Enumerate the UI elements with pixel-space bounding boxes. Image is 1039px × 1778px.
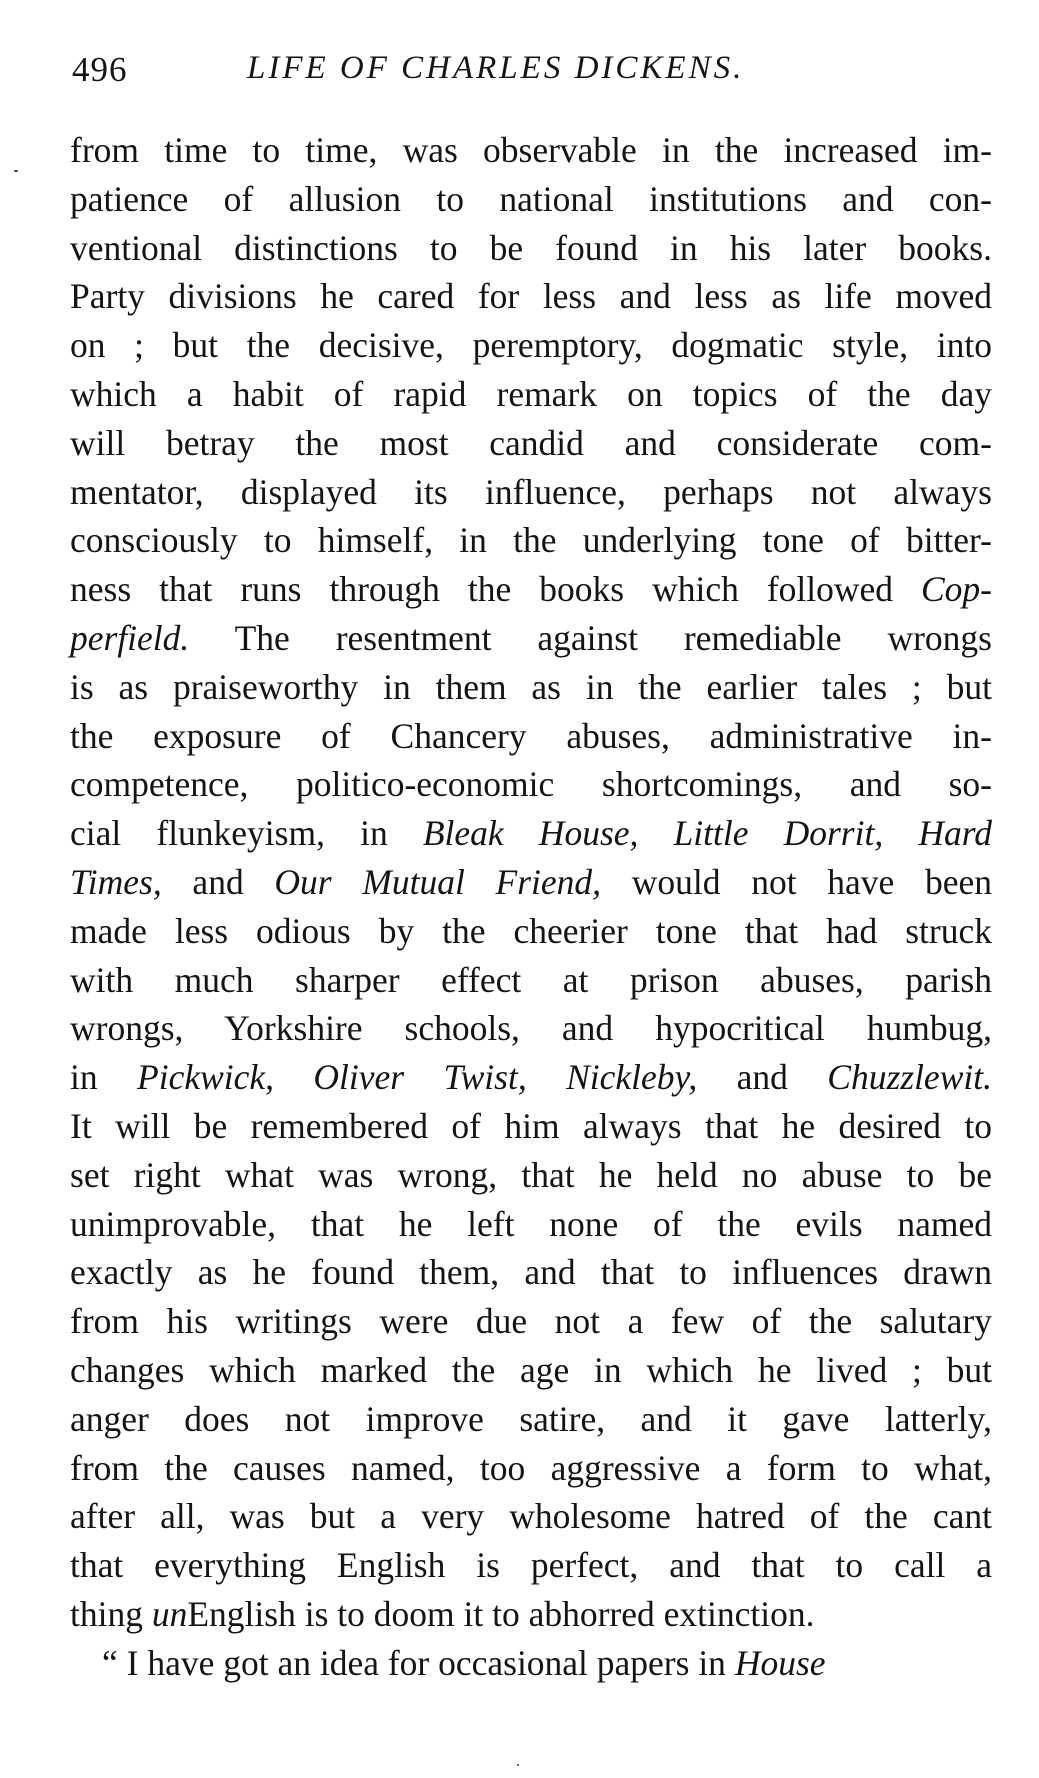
book-title: Cop- xyxy=(921,569,992,610)
text-line: Party divisions he cared for less and less as life moved xyxy=(70,276,992,317)
text-line: with much sharper effect at prison abuses, parish xyxy=(70,959,992,1000)
text-line: after all, was but a very wholesome hatred of the cant xyxy=(70,1496,992,1537)
text-line: mentator, displayed its influence, perhaps not always xyxy=(70,471,992,512)
text-line: is as praiseworthy in them as in the earlier tales ; but xyxy=(70,666,992,707)
text-line: ness that runs through the books which followed Cop- xyxy=(70,569,992,610)
text-line: patience of allusion to national institutions and con- xyxy=(70,178,992,219)
text-line: perfield. The resentment against remediable wrongs xyxy=(70,617,992,658)
page-number: 496 xyxy=(72,50,128,89)
text-line: on ; but the decisive, peremptory, dogmatic style, into xyxy=(70,325,992,366)
text-line: that everything English is perfect, and that to call a xyxy=(70,1545,992,1586)
emphasis: un xyxy=(151,1593,188,1634)
text-line: cial flunkeyism, in Bleak House, Little Dorrit, Hard xyxy=(70,813,992,854)
text-line: ventional distinctions to be found in his later books. xyxy=(70,227,992,268)
text-line: exactly as he found them, and that to influences drawn xyxy=(70,1252,992,1293)
text-line: unimprovable, that he left none of the evils named xyxy=(70,1203,992,1244)
text-line: Times, and Our Mutual Friend, would not have been xyxy=(70,861,993,902)
book-title: Pickwick, Oliver Twist, Nickleby, xyxy=(137,1057,698,1098)
book-title: Our Mutual Friend, xyxy=(274,861,602,902)
text-line: changes which marked the age in which he lived ; but xyxy=(70,1349,992,1390)
text-line: competence, politico-economic shortcomings, and so- xyxy=(70,764,992,805)
text-line-paragraph-end: thing unEnglish is to doom it to abhorred extinction. xyxy=(70,1593,815,1634)
book-title: Times, xyxy=(70,861,162,902)
text-line: in Pickwick, Oliver Twist, Nickleby, and Chuzzlewit. xyxy=(70,1057,992,1098)
text-line: set right what was wrong, that he held no abuse to be xyxy=(70,1154,992,1195)
text-line: wrongs, Yorkshire schools, and hypocritical humbug, xyxy=(70,1008,992,1049)
book-title: Chuzzlewit. xyxy=(827,1057,992,1098)
text-line: from the causes named, too aggressive a form to what, xyxy=(70,1447,992,1488)
book-title: House xyxy=(734,1642,826,1683)
text-line: will betray the most candid and considerate com- xyxy=(70,422,992,463)
text-line: which a habit of rapid remark on topics of the day xyxy=(70,373,992,414)
book-title: Bleak House, Little Dorrit, Hard xyxy=(422,813,992,854)
scan-speck xyxy=(14,170,18,172)
text-line: anger does not improve satire, and it gave latterly, xyxy=(70,1398,992,1439)
text-line: consciously to himself, in the underlying tone of bitter- xyxy=(70,520,992,561)
scan-speck xyxy=(517,1764,519,1766)
text-line: from time to time, was observable in the increased im- xyxy=(70,130,992,170)
text-line: from his writings were due not a few of the salutary xyxy=(70,1301,992,1342)
text-line-paragraph-start: “ I have got an idea for occasional papers in House xyxy=(102,1642,826,1683)
page-header xyxy=(72,50,982,100)
body-text xyxy=(70,126,992,1688)
running-title: LIFE OF CHARLES DICKENS. xyxy=(247,50,745,86)
text-line: made less odious by the cheerier tone that had struck xyxy=(70,910,992,951)
text-line: the exposure of Chancery abuses, administrative in- xyxy=(70,715,992,756)
text-line: It will be remembered of him always that he desired to xyxy=(70,1105,992,1146)
book-title: perfield. xyxy=(70,617,190,658)
